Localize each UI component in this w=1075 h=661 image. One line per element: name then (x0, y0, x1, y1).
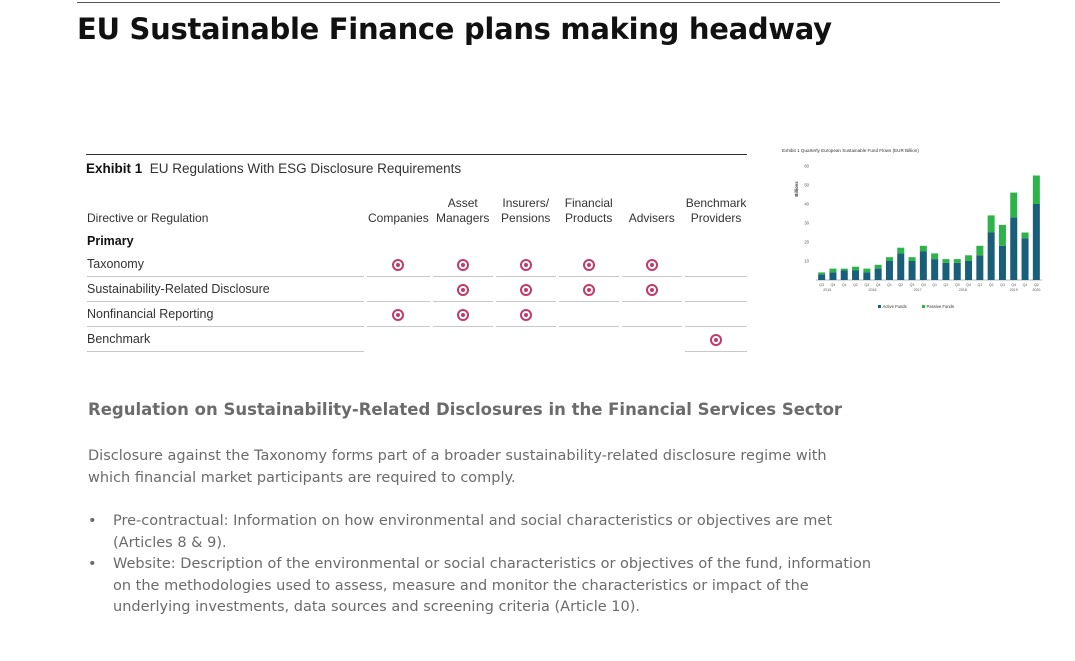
legend-label: Passive Funds (926, 303, 954, 309)
row-label: Nonfinancial Reporting (87, 302, 364, 327)
bar-segment (954, 263, 961, 280)
x-tick-label: Q3 (819, 283, 825, 287)
section-title: Regulation on Sustainability-Related Disclosures in the Financial Services Sector (88, 400, 843, 419)
x-tick-label: Q2 (898, 283, 904, 287)
section-intro: Disclosure against the Taxonomy forms part of a broader sustainability-related disclosure regime with which financial market participants are required to comply. (88, 448, 827, 486)
x-tick-label: Q4 (875, 283, 881, 287)
col-header-label-line1: Asset (447, 196, 478, 210)
col-header-advisers (622, 196, 682, 230)
bar-segment (988, 215, 995, 232)
x-year-label: 2016 (868, 288, 877, 292)
table-cell (622, 327, 682, 352)
applies-marker-icon (583, 259, 595, 271)
bar-segment (841, 271, 848, 281)
table-cell (685, 327, 748, 352)
table-cell (559, 302, 619, 327)
bar-segment (852, 267, 859, 271)
col-header-insurers (496, 196, 556, 230)
col-header-financial-products (559, 196, 619, 230)
legend-swatch (922, 305, 925, 308)
table-cell (496, 277, 556, 302)
bar-segment (875, 265, 882, 269)
bar-segment (1022, 238, 1029, 280)
table-cell (367, 277, 430, 302)
table-cell (685, 277, 748, 302)
col-header-label: Companies (368, 211, 429, 225)
table-cell (367, 302, 430, 327)
x-year-label: 2019 (1009, 288, 1018, 292)
exhibit-divider (86, 154, 747, 155)
bullet-list (88, 511, 878, 619)
table-row (87, 302, 747, 327)
x-tick-label: Q3 (864, 283, 870, 287)
bar-segment (897, 253, 904, 280)
bar-segment (909, 261, 916, 280)
x-tick-label: Q3 (1000, 283, 1005, 287)
col-header-label: Providers (690, 211, 742, 225)
y-tick-label: 10 (804, 258, 809, 264)
bar-segment (920, 246, 927, 252)
x-tick-label: Q1 (932, 283, 938, 287)
y-axis-label: Billions (794, 181, 799, 197)
col-header-label: Pensions (501, 211, 551, 225)
table-cell (433, 327, 493, 352)
bar-segment (863, 272, 870, 280)
applies-marker-icon (583, 284, 595, 296)
col-header-asset-managers (433, 196, 493, 230)
x-year-label: 2020 (1032, 288, 1041, 292)
regulations-table (84, 196, 750, 352)
legend-label: Active Funds (882, 303, 907, 309)
row-label: Taxonomy (87, 252, 364, 277)
bar-segment (829, 272, 836, 280)
x-tick-label: Q1 (977, 283, 983, 287)
table-cell (496, 327, 556, 352)
bar-segment (1022, 233, 1029, 239)
x-year-label: 2017 (913, 288, 922, 292)
table-cell (559, 327, 619, 352)
x-tick-label: Q2 (1033, 283, 1039, 287)
bar-segment (920, 252, 927, 281)
applies-marker-icon (520, 259, 532, 271)
y-tick-label: 50 (804, 182, 809, 188)
x-tick-label: Q1 (841, 283, 847, 287)
bar-segment (942, 263, 949, 280)
applies-marker-icon (392, 259, 404, 271)
applies-marker-icon (457, 259, 469, 271)
row-label: Sustainability-Related Disclosure (87, 277, 364, 302)
table-row (87, 277, 747, 302)
bar-segment (965, 261, 972, 280)
group-row-primary (87, 230, 747, 252)
table-cell (496, 252, 556, 277)
x-tick-label: Q2 (988, 283, 994, 287)
bar-segment (931, 253, 938, 259)
exhibit-title (86, 161, 461, 176)
table-cell (367, 252, 430, 277)
table-header-row (87, 196, 747, 230)
table-cell (685, 302, 748, 327)
table-cell (367, 327, 430, 352)
x-year-label: 2018 (958, 288, 967, 292)
table-cell (622, 302, 682, 327)
row-label: Benchmark (87, 327, 364, 352)
bar-segment (909, 257, 916, 261)
bar-segment (841, 269, 848, 271)
bar-segment (976, 246, 983, 256)
list-item: • Website: Description of the environmental or social characteristics or objectives of the fund, information on the methodologies used to assess, measure and monitor the characteristics or impact of the underlying investments, data sources and screening criteria (Article 10). (88, 554, 878, 619)
col-header-companies (367, 196, 430, 230)
x-tick-label: Q4 (1011, 283, 1017, 287)
x-tick-label: Q4 (920, 283, 926, 287)
table-cell (685, 252, 748, 277)
list-item: • Pre-contractual: Information on how environmental and social characteristics or objectives are met (Articles 8 & 9). (88, 511, 878, 554)
table-cell (433, 302, 493, 327)
bar-segment (976, 255, 983, 280)
top-divider (77, 2, 1000, 3)
table-cell (433, 277, 493, 302)
col-header-label: Managers (436, 211, 490, 225)
bar-segment (818, 274, 825, 280)
table-cell (559, 277, 619, 302)
applies-marker-icon (646, 259, 658, 271)
applies-marker-icon (646, 284, 658, 296)
bar-segment (1010, 217, 1017, 280)
bar-segment (999, 246, 1006, 280)
table-row (87, 327, 747, 352)
x-tick-label: Q4 (830, 283, 836, 287)
page-title: EU Sustainable Finance plans making headway (77, 12, 832, 46)
col-header-directive (87, 196, 364, 230)
bar-segment (829, 269, 836, 273)
x-tick-label: Q1 (887, 283, 892, 287)
x-year-label: 2015 (823, 288, 832, 292)
bar-segment (863, 269, 870, 273)
bar-segment (931, 259, 938, 280)
applies-marker-icon (392, 309, 404, 321)
bar-segment (886, 257, 893, 261)
col-header-label: Directive or Regulation (87, 211, 209, 225)
bar-segment (1010, 193, 1017, 218)
bar-segment (988, 233, 995, 281)
bar-segment (886, 261, 893, 280)
applies-marker-icon (520, 284, 532, 296)
table-cell (622, 277, 682, 302)
y-tick-label: 30 (804, 220, 809, 226)
table-cell (559, 252, 619, 277)
bar-segment (1033, 176, 1040, 205)
col-header-label-line1: Insurers/ (502, 196, 550, 210)
bar-segment (999, 225, 1006, 246)
bar-segment (965, 255, 972, 261)
table-cell (433, 252, 493, 277)
exhibit-title-text: EU Regulations With ESG Disclosure Requirements (149, 161, 462, 176)
table-cell (622, 252, 682, 277)
bar-segment (1033, 204, 1040, 280)
bar-segment (818, 272, 825, 274)
group-label: Primary (87, 234, 134, 248)
y-tick-label: 40 (804, 201, 809, 207)
col-header-label-line1: Financial (564, 196, 613, 210)
x-tick-label: Q2 (853, 283, 858, 287)
chart-title: Exhibit 1 Quarterly European Sustainable Fund Flows (EUR Billion) (782, 148, 919, 153)
exhibit-label: Exhibit 1 (86, 161, 143, 176)
fund-flows-chart (780, 144, 1050, 314)
bar-segment (897, 248, 904, 254)
x-tick-label: Q4 (966, 283, 971, 287)
bar-segment (875, 269, 882, 280)
legend-swatch (878, 305, 881, 308)
x-tick-label: Q3 (909, 283, 915, 287)
col-header-label: Advisers (628, 211, 675, 225)
y-tick-label: 20 (804, 239, 809, 245)
x-tick-label: Q1 (1022, 283, 1028, 287)
applies-marker-icon (710, 334, 722, 346)
table-row (87, 252, 747, 277)
x-tick-label: Q2 (943, 283, 949, 287)
bar-segment (954, 259, 961, 263)
col-header-benchmark-providers (685, 196, 748, 230)
applies-marker-icon (457, 284, 469, 296)
bar-segment (852, 271, 859, 281)
bar-segment (942, 259, 949, 263)
table-cell (496, 302, 556, 327)
col-header-label-line1: Benchmark (685, 196, 747, 210)
applies-marker-icon (520, 309, 532, 321)
y-tick-label: 60 (804, 163, 809, 169)
x-tick-label: Q3 (954, 283, 960, 287)
applies-marker-icon (457, 309, 469, 321)
col-header-label: Products (565, 211, 613, 225)
